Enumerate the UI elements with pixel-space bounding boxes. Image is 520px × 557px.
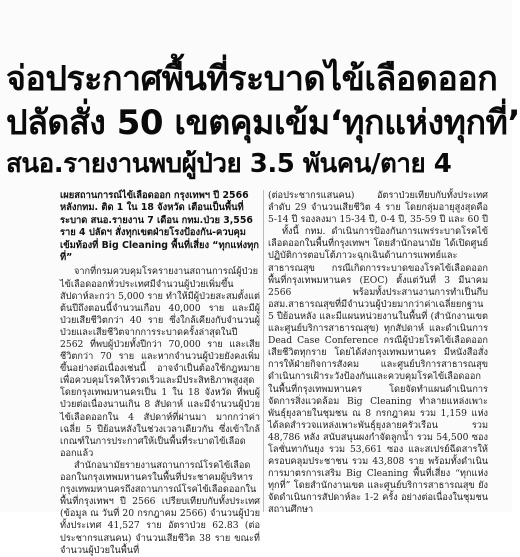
article-paragraph: ทั้งนี้ กทม. ดำเนินการป้องกันการแพร่ระบาดโรคไข้เลือดออกในพื้นที่กรุงเทพฯ โดยสำนักอนามัย ได้เปิดศูนย์ปฏิบัติการตอบโต้ภาวะฉุกเฉินด้านการแพทย์และสาธารณสุข กรณีเกิดการระบาดของโรคไข้เลือดออกพื้นที่กรุงเทพมหานคร (EOC) ตั้งแต่วันที่ 3 มีนาคม 2566 พร้อมทั้งประสานงานการทำเป็นกีบ อสม.สาธารณสุขที่มีจำนวนผู้ป่วยมากว่าค่าเฉลี่ยยกฐาน 5 ปีย้อนหลัง และมีแผนหน่วยงานในพื้นที่ (สำนักงานเขต และศูนย์บริการสาธารณสุข) ทุกสัปดาห์ และดำเนินการ Dead Case Conference กรณีผู้ป่วยโรคไข้เลือดออกเสียชีวิตทุกราย โดยได้ส่งกรุงเทพมหานคร มีหนังสือสั่งการให้ฝ่ายกิจการสังคม และศูนย์บริการสาธารณสุข ดำเนินการเฝ้าระวังป้องกันและควบคุมโรคไข้เลือดออกในพื้นที่กรุงเทพมหานคร โดยจัดทำแผนดำเนินการจัดการสิ่งแวดล้อม Big Cleaning ทำลายแหล่งเพาะพันธุ์ยุงลายในชุมชน ณ 8 กรกฎาคม รวม 1,159 แห่ง ได้ลดสำรวจแหล่งเพาะพันธุ์ยุงลายครัวเรือน รวม 48,786 หลัง สนับสนุนผงกำจัดลูกน้ำ รวม 54,500 ซอง โลชั่นทากันยุง รวม 53,661 ซอง และสเปรย์ฉีดสารให้ครอบคลุมประชาชน รวม 43,808 ราย พร้อมทั้งดำเนินการมาตรการเสริม Big Cleaning พื้นที่เสี่ยง “ทุกแห่งทุกที่” โดยสำนักงานเขต และศูนย์บริการสาธารณสุข ยังจัดดำเนินการสัปดาห์ละ 1-2 ครั้ง อย่างต่อเนื่องในชุมชน สถานศึกษา [268, 226, 488, 516]
article-paragraph: จากที่กรมควบคุมโรครายงานสถานการณ์ผู้ป่วยไข้เลือดออกทั่วประเทศมีจำนวนผู้ป่วยเพิ่มขึ้นสัปดาห์ละกว่า 5,000 ราย ทำให้มีผู้ป่วยสะสมตั้งแต่ต้นปีถึงตอนนี้จำนวนเกือบ 40,000 ราย และมีผู้ป่วยเสียชีวิตกว่า 40 ราย ซึ่งใกล้เคียงกับจำนวนผู้ป่วยและเสียชีวิตจากการระบาดครั้งล่าสุดในปี 2562 ที่พบผู้ป่วยทั้งปีกว่า 70,000 ราย และเสียชีวิตกว่า 70 ราย และหากจำนวนผู้ป่วยยังคงเพิ่มขึ้นอย่างต่อเนื่องเช่นนี้ อาจจำเป็นต้องใช้กฎหมายเพื่อควบคุมโรคให้รวดเร็วและมีประสิทธิภาพสูงสุด โดยกรุงเทพมหานครเป็น 1 ใน 18 จังหวัด ที่พบผู้ป่วยต่อเนื่องนานเกิน 8 สัปดาห์ และมีจำนวนผู้ป่วยไข้เลือดออกใน 4 สัปดาห์ที่ผ่านมา มากกว่าค่าเฉลี่ย 5 ปีย้อนหลังในช่วงเวลาเดียวกัน ซึ่งเข้าใกล้เกณฑ์ในการประกาศให้เป็นพื้นที่ระบาดไข้เลือดออกแล้ว [60, 266, 260, 459]
article-lead: เผยสถานการณ์ไข้เลือดออก กรุงเทพฯ ปี 2566 หลังกทม. ติด 1 ใน 18 จังหวัด เตือนเป็นพื้นที่ระบาด สนอ.รายงาน 7 เดือน กทม.ป่วย 3,556 ราย 4 ปลัดฯ สั่งทุกเขตฝ่ายโรงป้องกัน-ควบคุมเข้มท้องที่ Big Cleaning พื้นที่เสี่ยง “ทุกแห่งทุกที่” [60, 190, 259, 264]
article-paragraph: (ต่อประชากรแสนคน) อัตราป่วยเทียบกับทั้งประเทศลำดับ 29 จำนวนเสียชีวิต 4 ราย โดยกลุ่มอายุสูงสุดคือ 5-14 ปี รองลงมา 15-34 ปี, 0-4 ปี, 35-59 ปี และ 60 ปี [268, 190, 488, 226]
article-column-right [268, 190, 488, 516]
headline-line-1: จ่อประกาศพื้นที่ระบาดไข้เลือดออก [6, 59, 498, 99]
article-paragraph: สำนักอนามัยรายงานสถานการณ์โรคไข้เลือดออกในกรุงเทพมหานครในพื้นที่ประชาคมผู้บริหารกรุงเทพมหานครถึงสถานการณ์โรคไข้เลือดออกในพื้นที่กรุงเทพฯ ปี 2566 เปรียบเทียบกับทั้งประเทศ (ข้อมูล ณ วันที่ 20 กรกฎาคม 2566) จำนวนผู้ป่วยทั้งประเทศ 41,527 ราย อัตราป่วย 62.83 (ต่อประชากรแสนคน) จำนวนเสียชีวิต 38 ราย ขณะที่จำนวนผู้ป่วยในพื้นที่ [60, 459, 260, 556]
column-divider [263, 190, 264, 512]
article-column-left [60, 190, 260, 556]
headline-line-3: สนอ.รายงานพบผู้ป่วย 3.5 พันคน/ตาย 4 [6, 149, 452, 179]
headline-line-2: ปลัดสั่ง 50 เขตคุมเข้ม‘ทุกแห่งทุกที่’ [6, 103, 520, 143]
